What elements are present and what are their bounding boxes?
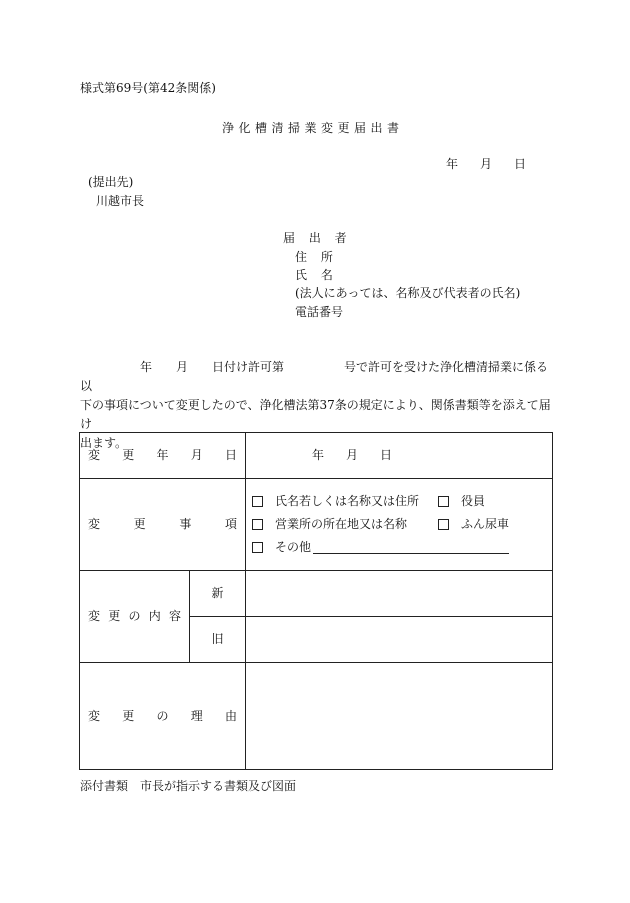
submission-date	[446, 157, 526, 171]
recipient-name: 川越市長	[96, 194, 145, 208]
change-content-label-cell: 変 更 の 内 容	[80, 571, 190, 663]
date-month-label: 月	[479, 157, 492, 171]
statement-line-2: 下の事項について変更したので、浄化槽法第37条の規定により、関係書類等を添えて届け	[80, 398, 551, 431]
officer-label: 役員	[461, 494, 486, 509]
other-details-line[interactable]	[313, 541, 509, 554]
change-date-value-cell[interactable]: 年 月 日	[246, 433, 553, 479]
office-location-checkbox[interactable]	[252, 519, 263, 530]
change-reason-cell[interactable]	[246, 663, 553, 770]
statement-line-3: 出ます。	[80, 436, 128, 450]
change-items-label-cell: 変 更 事 項	[80, 479, 246, 571]
old-content-cell[interactable]	[246, 617, 553, 663]
change-date-label-cell: 変 更 年 月 日	[80, 433, 246, 479]
other-checkbox[interactable]	[252, 542, 263, 553]
date-day-label: 日	[513, 157, 526, 171]
applicant-address-label: 住 所	[295, 250, 338, 264]
change-form-table	[79, 432, 553, 770]
old-label-cell: 旧	[190, 617, 246, 663]
recipient-label: (提出先)	[88, 175, 134, 189]
officer-checkbox[interactable]	[438, 496, 449, 507]
sewage-truck-label: ふん尿車	[461, 517, 510, 532]
statement-line-1: 年 月 日付け許可第 号で許可を受けた浄化槽清掃業に係る以	[80, 360, 549, 393]
applicant-name-label: 氏 名	[295, 268, 338, 282]
change-items-options-cell	[246, 479, 553, 571]
corporate-note: (法人にあっては、名称及び代表者の氏名)	[295, 286, 521, 300]
new-label-cell: 新	[190, 571, 246, 617]
date-year-label: 年	[446, 157, 459, 171]
attachments-note: 添付書類 市長が指示する書類及び図面	[80, 779, 297, 793]
sewage-truck-checkbox[interactable]	[438, 519, 449, 530]
applicant-heading: 届 出 者	[283, 231, 352, 245]
form-number: 様式第69号(第42条関係)	[80, 81, 216, 95]
name-or-address-label: 氏名若しくは名称又は住所	[275, 494, 420, 509]
other-label: その他	[275, 540, 312, 555]
name-or-address-checkbox[interactable]	[252, 496, 263, 507]
office-location-label: 営業所の所在地又は名称	[275, 517, 408, 532]
change-reason-label-cell: 変 更 の 理 由	[80, 663, 246, 770]
applicant-phone-label: 電話番号	[295, 305, 344, 319]
new-content-cell[interactable]	[246, 571, 553, 617]
document-title: 浄化槽清掃業変更届出書	[222, 121, 404, 135]
